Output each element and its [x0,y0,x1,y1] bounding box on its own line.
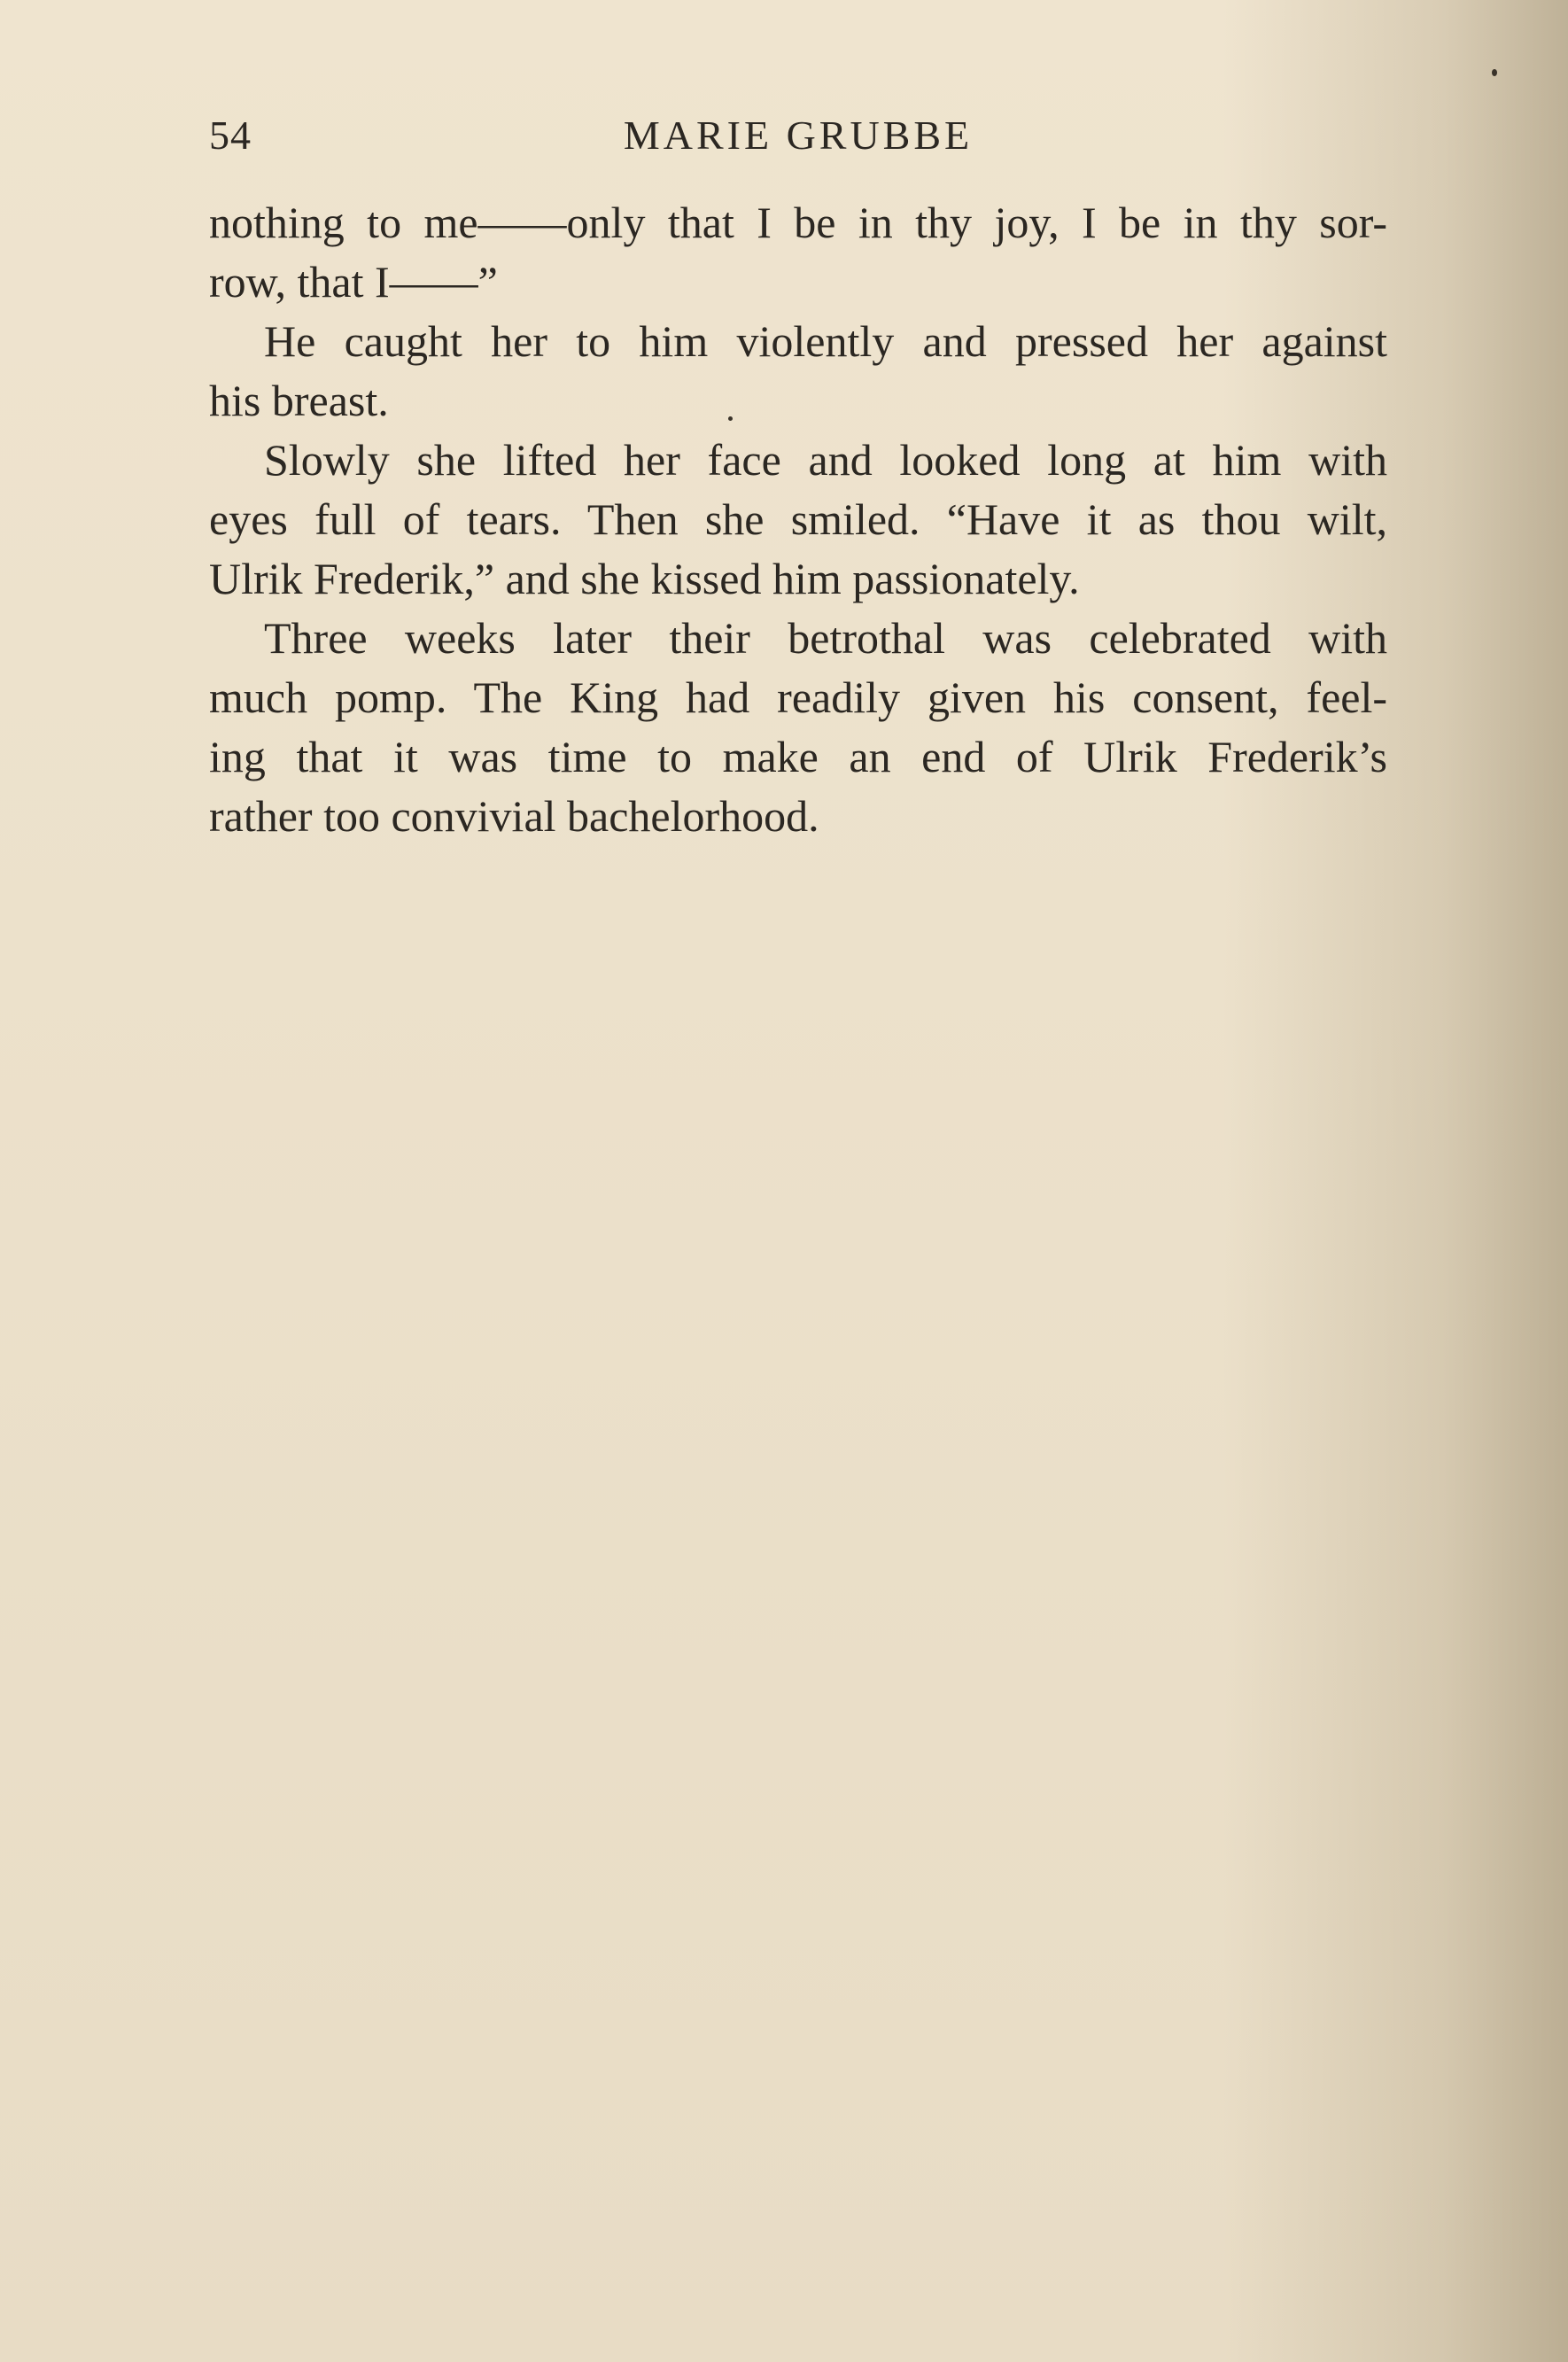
paragraph [209,609,1387,846]
paragraph [209,312,1387,431]
text-line: much pomp. The King had readily given his consent, feel- [209,672,1387,722]
paper-speck [728,416,733,421]
text-line: rather too convivial bachelorhood. [209,791,819,841]
text-line: He caught her to him violently and pressed her against [264,316,1387,366]
text-line: Ulrik Frederik,” and she kissed him passionately. [209,554,1080,603]
page-header [209,105,1387,175]
paper-speck [1492,69,1497,76]
text-line: Slowly she lifted her face and looked long at him with [264,435,1387,485]
text-line: nothing to me——only that I be in thy joy, I be in thy sor- [209,198,1387,247]
text-line: ing that it was time to make an end of Ulrik Frederik’s [209,732,1387,781]
text-line: Three weeks later their betrothal was celebrated with [264,613,1387,663]
text-line: eyes full of tears. Then she smiled. “Have it as thou wilt, [209,494,1387,544]
text-line: his breast. [209,376,389,425]
body-text [209,193,1387,846]
paragraph [209,193,1387,312]
paragraph [209,431,1387,609]
text-line: row, that I——” [209,257,498,307]
running-title: MARIE GRUBBE [623,113,974,158]
page-number: 54 [209,113,252,158]
